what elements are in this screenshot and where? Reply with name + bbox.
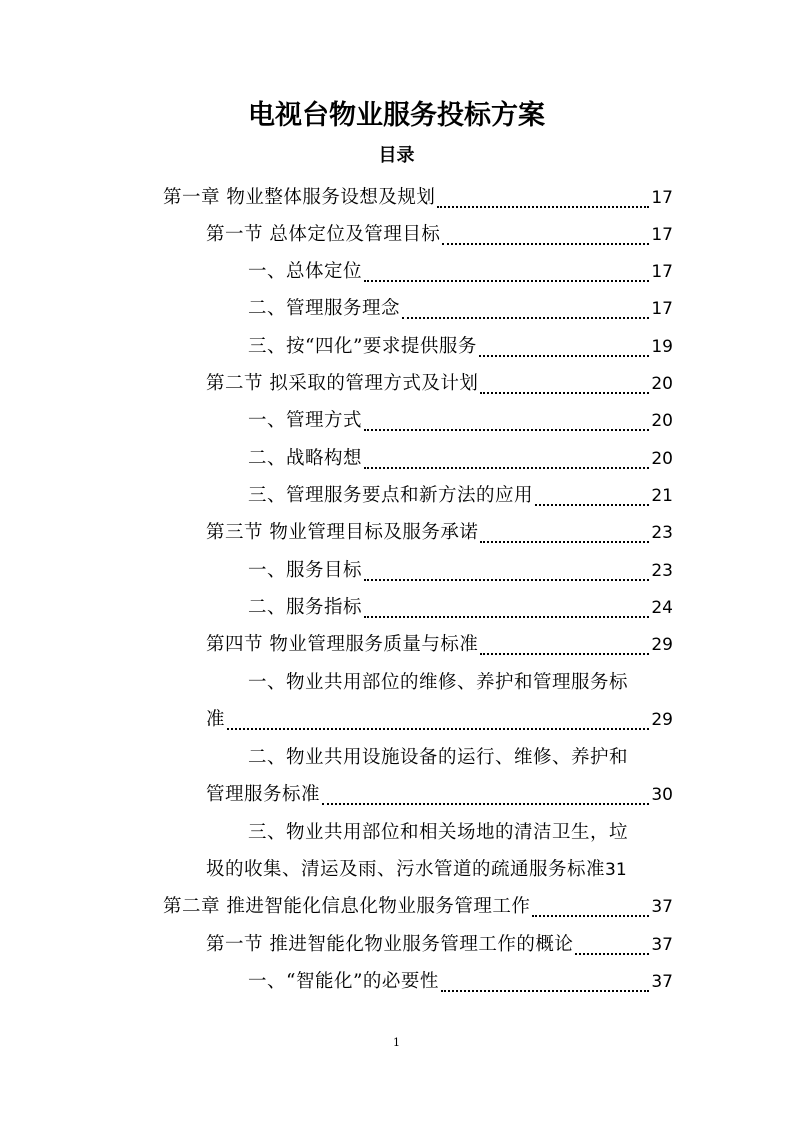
toc-leader-dots <box>479 329 649 365</box>
toc-entry-page: 29 <box>651 710 673 730</box>
toc-entry-item[interactable] <box>248 964 673 1000</box>
page-number: 1 <box>393 1036 400 1049</box>
document-title: 电视台物业服务投标方案 <box>248 100 545 131</box>
toc-entry-continuation[interactable] <box>206 702 673 738</box>
toc-entry-label: 三、管理服务要点和新方法的应用 <box>248 485 534 506</box>
toc-leader-dots <box>441 964 649 1000</box>
toc-entry-item-wrapped[interactable] <box>248 815 673 851</box>
toc-entry-label: 第三节 物业管理目标及服务承诺 <box>206 522 479 543</box>
toc-entry-label: 三、物业共用部位和相关场地的清洁卫生，垃 <box>248 822 629 843</box>
toc-entry-label: 一、总体定位 <box>248 261 363 282</box>
toc-entry-page: 37 <box>651 972 673 992</box>
toc-entry-page: 17 <box>651 262 673 282</box>
toc-entry-page: 23 <box>651 561 673 581</box>
toc-leader-dots <box>364 441 649 477</box>
toc-entry-label: 第二节 拟采取的管理方式及计划 <box>206 373 479 394</box>
toc-entry-item[interactable] <box>248 590 673 626</box>
toc-entry-page: 17 <box>651 225 673 245</box>
toc-entry-label: 第二章 推进智能化信息化物业服务管理工作 <box>163 896 531 917</box>
toc-leader-dots <box>442 217 649 253</box>
toc-leader-dots <box>532 889 649 925</box>
toc-leader-dots <box>535 478 649 514</box>
toc-leader-dots <box>480 366 649 402</box>
toc-entry-label: 二、战略构想 <box>248 448 363 469</box>
toc-entry-page: 30 <box>651 785 673 805</box>
toc-entry-section[interactable] <box>206 515 673 551</box>
toc-entry-page: 20 <box>651 411 673 431</box>
toc-leader-dots <box>437 180 649 216</box>
toc-entry-page: 17 <box>651 188 673 208</box>
toc-heading: 目录 <box>378 145 415 166</box>
toc-entry-item[interactable] <box>248 403 673 439</box>
toc-entry-chapter-1[interactable] <box>163 180 673 216</box>
toc-entry-section[interactable] <box>206 627 673 663</box>
toc-entry-label: 一、物业共用部位的维修、养护和管理服务标 <box>248 672 629 693</box>
toc-entry-label: 第四节 物业管理服务质量与标准 <box>206 634 479 655</box>
toc-leader-dots <box>575 927 649 963</box>
toc-leader-dots <box>364 254 649 290</box>
toc-entry-page: 31 <box>605 860 627 880</box>
toc-entry-label: 第一节 总体定位及管理目标 <box>206 224 441 245</box>
toc-entry-section[interactable] <box>206 366 673 402</box>
toc-entry-page: 20 <box>651 374 673 394</box>
toc-entry-page: 24 <box>651 598 673 618</box>
toc-entry-label: 二、管理服务理念 <box>248 298 401 319</box>
toc-entry-label: 二、物业共用设施设备的运行、维修、养护和 <box>248 747 629 768</box>
toc-entry-page: 19 <box>651 337 673 357</box>
toc-entry-section[interactable] <box>206 927 673 963</box>
toc-entry-page: 23 <box>651 523 673 543</box>
toc-entry-page: 29 <box>651 635 673 655</box>
toc-leader-dots <box>364 403 649 439</box>
toc-leader-dots <box>402 291 649 327</box>
toc-entry-continuation[interactable] <box>206 852 673 888</box>
toc-entry-page: 21 <box>651 486 673 506</box>
toc-entry-label: 圾的收集、清运及雨、污水管道的疏通服务标准 <box>206 859 606 880</box>
toc-leader-dots <box>480 627 649 663</box>
toc-entry-item-wrapped[interactable] <box>248 665 673 701</box>
toc-entry-chapter-2[interactable] <box>163 889 673 925</box>
toc-entry-page: 37 <box>651 935 673 955</box>
toc-entry-label: 一、服务目标 <box>248 560 363 581</box>
toc-entry-label: 一、管理方式 <box>248 410 363 431</box>
toc-entry-item[interactable] <box>248 441 673 477</box>
toc-entry-continuation[interactable] <box>206 777 673 813</box>
toc-entry-item[interactable] <box>248 478 673 514</box>
toc-entry-label: 第一节 推进智能化物业服务管理工作的概论 <box>206 934 574 955</box>
toc-entry-label: 准 <box>206 709 226 730</box>
toc-leader-dots <box>227 702 649 738</box>
toc-entry-page: 20 <box>651 449 673 469</box>
toc-leader-dots <box>364 553 649 589</box>
toc-entry-item[interactable] <box>248 254 673 290</box>
toc-entry-item[interactable] <box>248 291 673 327</box>
toc-entry-item-wrapped[interactable] <box>248 740 673 776</box>
toc-entry-page: 17 <box>651 299 673 319</box>
toc-entry-label: 管理服务标准 <box>206 784 321 805</box>
toc-leader-dots <box>364 590 649 626</box>
toc-entry-label: 一、“智能化”的必要性 <box>248 971 439 992</box>
toc-leader-dots <box>480 515 649 551</box>
toc-entry-item[interactable] <box>248 553 673 589</box>
toc-entry-label: 三、按“四化”要求提供服务 <box>248 336 477 357</box>
toc-entry-section[interactable] <box>206 217 673 253</box>
toc-entry-item[interactable] <box>248 329 673 365</box>
toc-entry-label: 第一章 物业整体服务设想及规划 <box>163 187 436 208</box>
toc-entry-page: 37 <box>651 897 673 917</box>
toc-entry-label: 二、服务指标 <box>248 597 363 618</box>
toc-leader-dots <box>322 777 649 813</box>
